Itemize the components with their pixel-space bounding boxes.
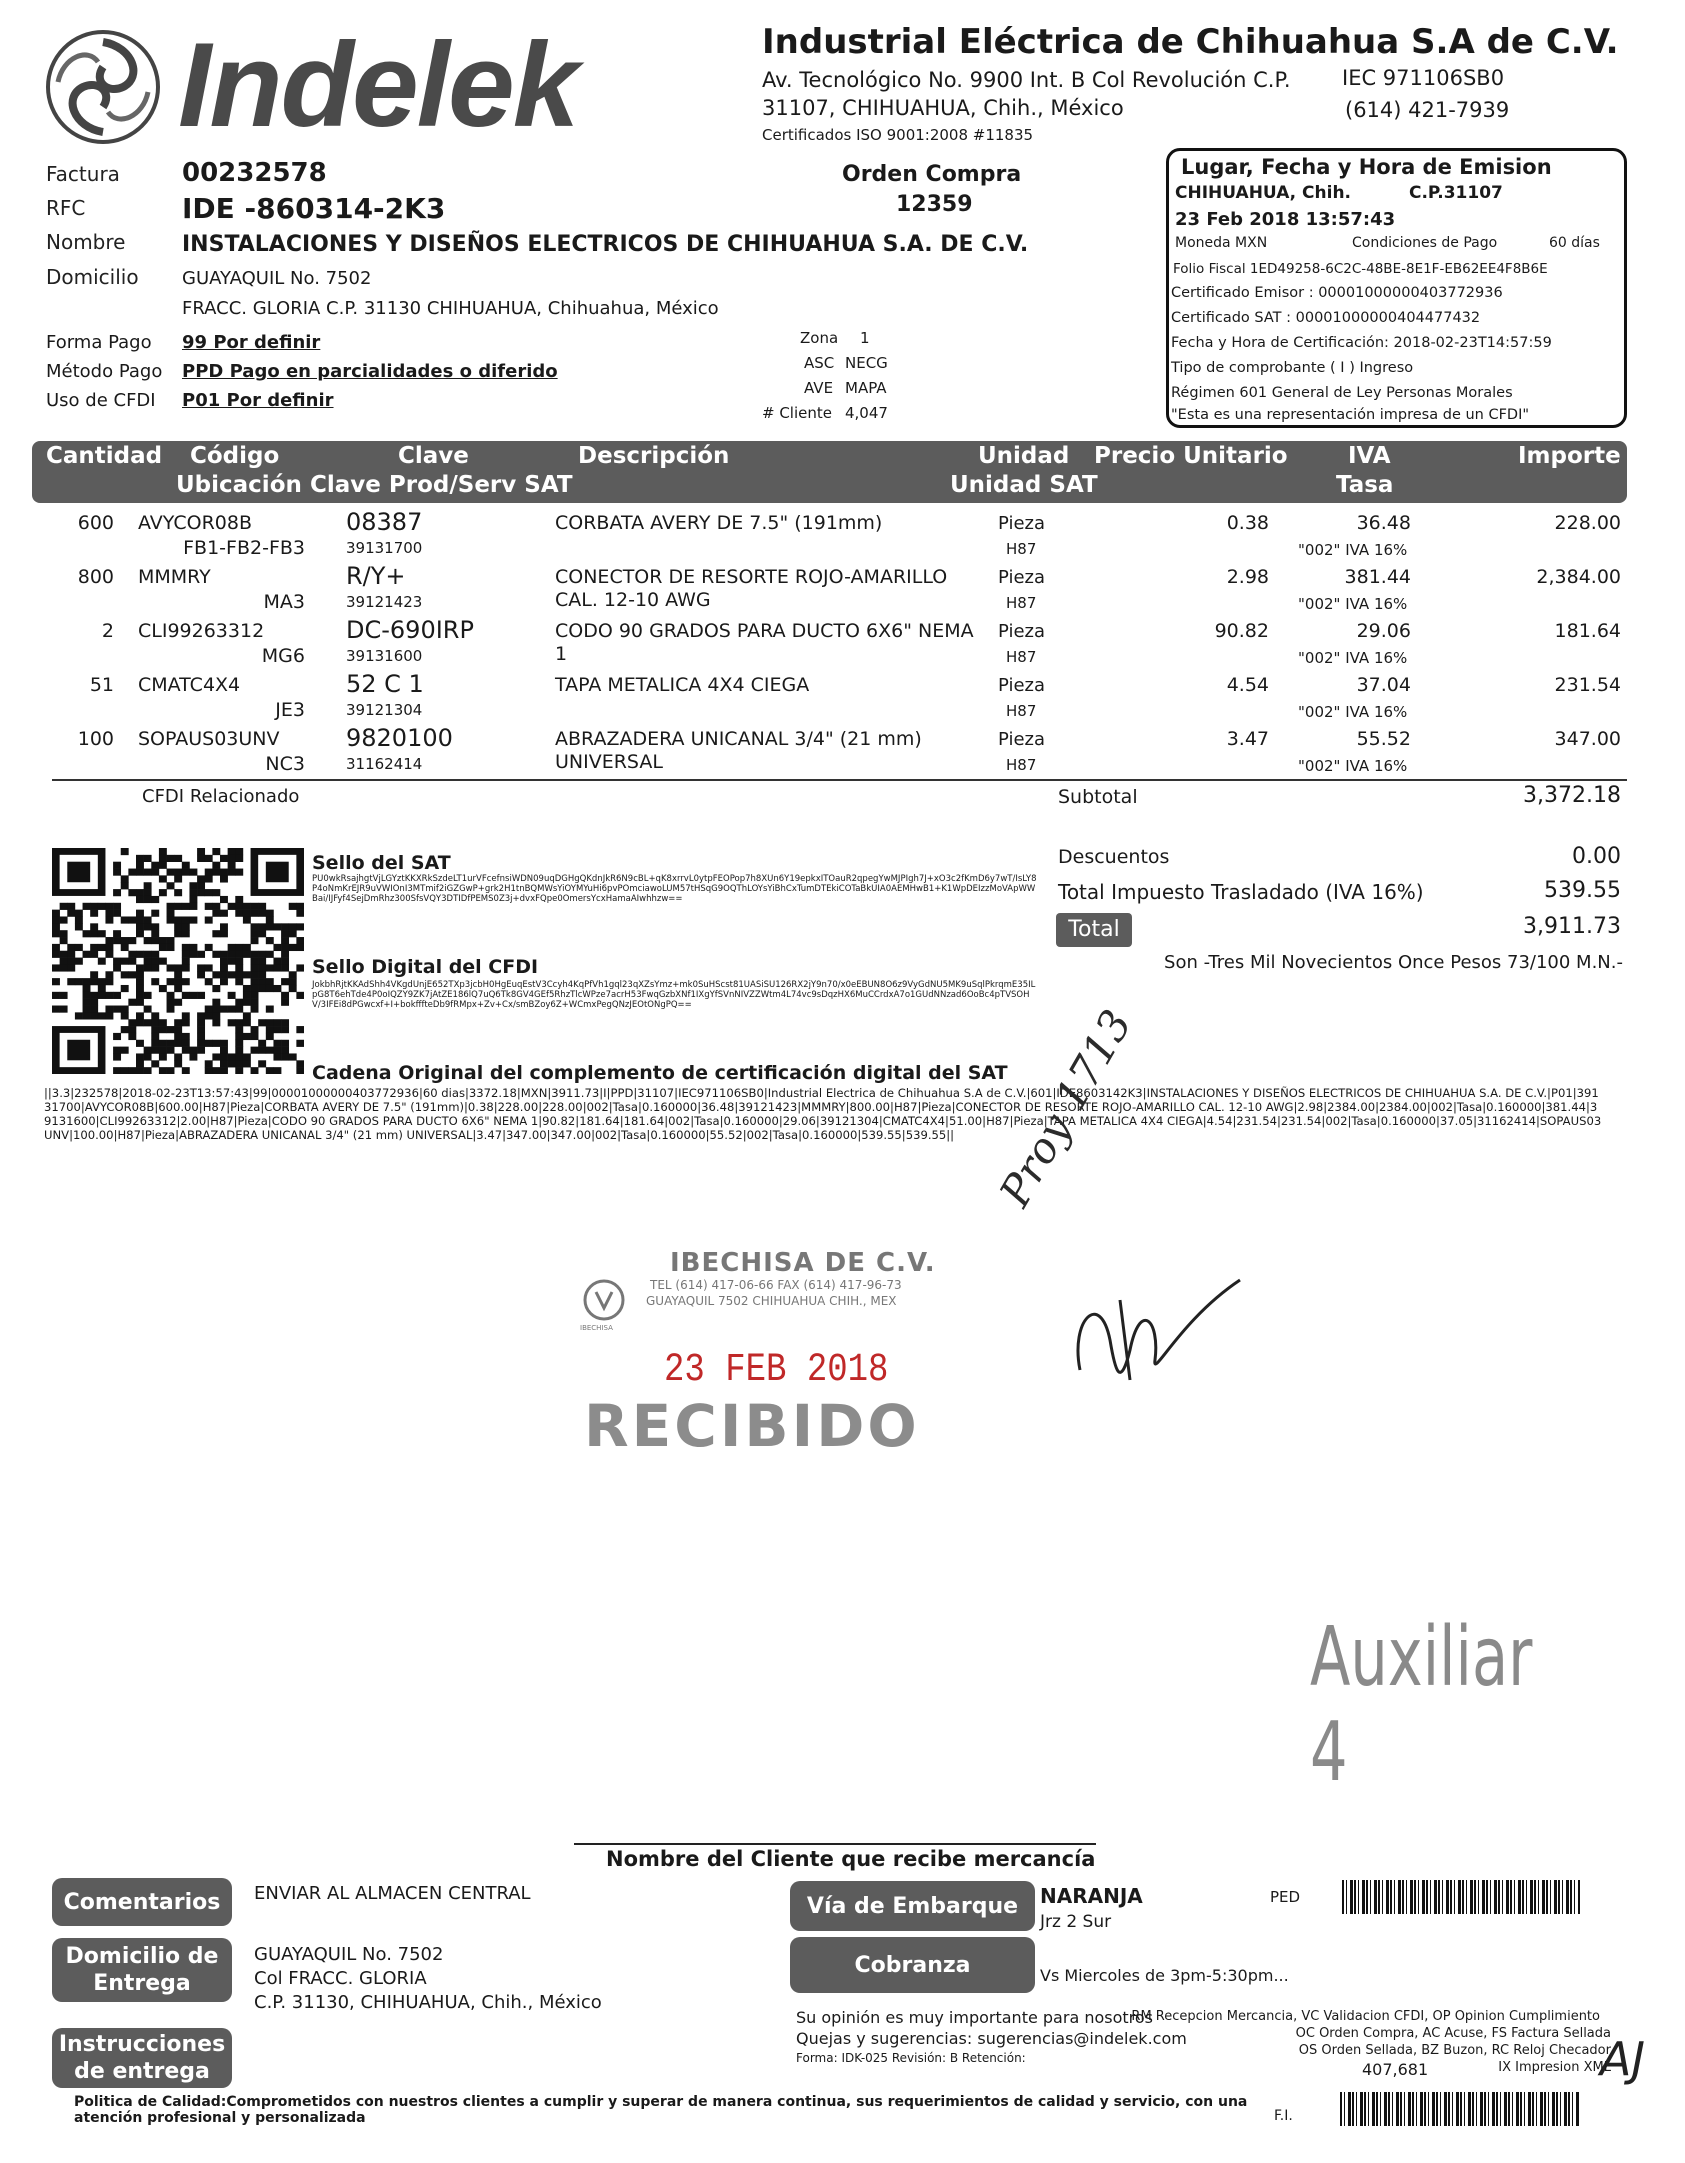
cobranza-value: Vs Miercoles de 3pm-5:30pm... xyxy=(1040,1966,1289,1985)
impuesto-value: 539.55 xyxy=(1544,878,1621,903)
header-ubicacion: Ubicación xyxy=(176,472,302,498)
cell-clave-sat: 39121423 xyxy=(346,593,423,611)
folio-fiscal: Folio Fiscal 1ED49258-6C2C-48BE-8E1F-EB62EE4F8B6E xyxy=(1173,261,1548,277)
orden-compra-value: 12359 xyxy=(896,192,973,217)
auxiliar-note: Auxiliar 4 xyxy=(1310,1610,1533,1800)
via-embarque-value: NARANJA xyxy=(1040,1884,1143,1908)
company-address-2: 31107, CHIHUAHUA, Chih., México xyxy=(762,96,1124,120)
header-unidad: Unidad xyxy=(978,443,1070,469)
table-row xyxy=(0,564,1685,618)
cell-clave-sat: 39131600 xyxy=(346,647,423,665)
cell-importe: 347.00 xyxy=(1554,728,1621,750)
header-unidad-sat: Unidad SAT xyxy=(950,472,1098,498)
company-phone: (614) 421-7939 xyxy=(1345,98,1510,122)
nombre-label: Nombre xyxy=(46,230,126,254)
rfc-label: RFC xyxy=(46,196,86,220)
descuentos-value: 0.00 xyxy=(1572,844,1621,869)
logo-swirl-icon xyxy=(38,22,168,152)
legend-3: OS Orden Sellada, BZ Buzon, RC Reloj Checador xyxy=(1298,2043,1611,2058)
moneda: Moneda MXN xyxy=(1175,235,1268,251)
cell-clave-sat: 39121304 xyxy=(346,701,423,719)
table-row xyxy=(0,510,1685,564)
cell-codigo: SOPAUS03UNV xyxy=(138,728,280,750)
fi-barcode xyxy=(1340,2092,1580,2126)
cell-cantidad: 600 xyxy=(77,512,114,534)
stamp-contact: TEL (614) 417-06-66 FAX (614) 417-96-73 xyxy=(650,1278,902,1292)
cell-unidad: Pieza xyxy=(998,729,1046,750)
cell-precio: 4.54 xyxy=(1226,674,1269,696)
cell-clave: 9820100 xyxy=(346,724,453,752)
via-embarque-label: Vía de Embarque xyxy=(790,1881,1035,1931)
cadena-title: Cadena Original del complemento de certificación digital del SAT xyxy=(312,1062,1008,1084)
cell-codigo: CMATC4X4 xyxy=(138,674,241,696)
cell-clave: R/Y+ xyxy=(346,562,406,590)
domicilio-entrega-2: Col FRACC. GLORIA xyxy=(254,1968,427,1989)
fi-label: F.I. xyxy=(1274,2108,1293,2124)
opinion-text: Su opinión es muy importante para nosotros xyxy=(796,2008,1154,2027)
cell-ubicacion: JE3 xyxy=(275,699,305,721)
cell-unidad-sat: H87 xyxy=(1006,756,1037,774)
forma-text: Forma: IDK-025 Revisión: B Retención: xyxy=(796,2051,1026,2065)
header-clave: Clave xyxy=(398,443,469,469)
table-row xyxy=(0,618,1685,672)
cell-clave-sat: 31162414 xyxy=(346,755,423,773)
initials: AJ xyxy=(1600,2032,1646,2086)
footer-number: 407,681 xyxy=(1362,2060,1429,2079)
cell-cantidad: 2 xyxy=(101,620,114,642)
cell-unidad: Pieza xyxy=(998,567,1046,588)
emision-title: Lugar, Fecha y Hora de Emision xyxy=(1181,155,1552,179)
cell-desc: TAPA METALICA 4X4 CIEGA xyxy=(555,674,810,696)
nombre-value: INSTALACIONES Y DISEÑOS ELECTRICOS DE CHIHUAHUA S.A. DE C.V. xyxy=(182,232,1029,257)
cell-tasa: "002" IVA 16% xyxy=(1298,649,1408,667)
cell-desc-2: 1 xyxy=(555,643,568,665)
cell-unidad-sat: H87 xyxy=(1006,594,1037,612)
header-descripcion: Descripción xyxy=(578,443,730,469)
cell-importe: 228.00 xyxy=(1554,512,1621,534)
cell-codigo: AVYCOR08B xyxy=(138,512,252,534)
cell-clave-sat: 39131700 xyxy=(346,539,423,557)
forma-pago-value: 99 Por definir xyxy=(182,332,321,353)
cell-unidad: Pieza xyxy=(998,621,1046,642)
sello-sat-text: PU0wkRsajhgtVjLGYztKKXRkSzdeLT1urVFcefnsiWDN09uqDGHgQKdnJkR6N9cBL+qK8xrrvL0ytpFEOPop7h8XUn6Y19epkxITOauR2qpegYwMJPIgh7J+xO3c2fKmD6y7wT/IsLY8P4oNmKrEJR9uVWIOnI3MTmif2iGZGwP+grk2H1tnBQMWsYiOYMYuHi6pvPOmciawoLUM57tHSqG9OQThLOYsYiBhCxTumDTEkiCOTaBkUIA0AEMHwB1+K1WpDEIzzMoVApWWBai/IJFyf4SejDmRhz300SfsVQY3DTIDfPEMS0Z3j+dvxFQpe0OmersYcxHamaAIwhhzw== xyxy=(312,874,1037,904)
cell-unidad: Pieza xyxy=(998,513,1046,534)
cell-iva: 29.06 xyxy=(1356,620,1411,642)
company-logo xyxy=(38,18,658,152)
cell-clave: 52 C 1 xyxy=(346,670,424,698)
cell-unidad-sat: H87 xyxy=(1006,648,1037,666)
domicilio-entrega-1: GUAYAQUIL No. 7502 xyxy=(254,1944,444,1965)
zona-value: 1 xyxy=(860,329,870,347)
table-row xyxy=(0,672,1685,726)
qr-code-graphic xyxy=(52,848,304,1074)
metodo-pago-label: Método Pago xyxy=(46,361,163,382)
cell-precio: 0.38 xyxy=(1226,512,1269,534)
stamp-company: IBECHISA DE C.V. xyxy=(670,1248,936,1278)
stamp-logo-label: IBECHISA xyxy=(580,1324,613,1332)
header-tasa: Tasa xyxy=(1336,472,1394,498)
cell-iva: 37.04 xyxy=(1356,674,1411,696)
emision-date: 23 Feb 2018 13:57:43 xyxy=(1175,209,1396,230)
comentarios-label: Comentarios xyxy=(52,1878,232,1926)
header-importe: Importe xyxy=(1518,443,1621,469)
company-name: Industrial Eléctrica de Chihuahua S.A de C.V. xyxy=(762,22,1619,62)
via-embarque-sub: Jrz 2 Sur xyxy=(1040,1912,1112,1932)
cell-iva: 36.48 xyxy=(1356,512,1411,534)
emision-city: CHIHUAHUA, Chih. xyxy=(1175,183,1352,203)
cell-tasa: "002" IVA 16% xyxy=(1298,703,1408,721)
asc-label: ASC xyxy=(804,354,835,372)
metodo-pago-value: PPD Pago en parcialidades o diferido xyxy=(182,361,558,382)
company-rfc: IEC 971106SB0 xyxy=(1342,66,1505,90)
rfc-value: IDE -860314-2K3 xyxy=(182,192,446,225)
cell-importe: 231.54 xyxy=(1554,674,1621,696)
cert-emisor: Certificado Emisor : 00001000000403772936 xyxy=(1171,285,1503,301)
cliente-recibe-label: Nombre del Cliente que recibe mercancía xyxy=(606,1847,1096,1871)
domicilio-entrega-label: Domicilio de Entrega xyxy=(52,1938,232,2002)
header-cantidad: Cantidad xyxy=(46,443,163,469)
header-precio: Precio Unitario xyxy=(1094,443,1288,469)
cfdi-relacionado: CFDI Relacionado xyxy=(142,786,300,807)
cobranza-label: Cobranza xyxy=(790,1937,1035,1993)
stamp-date: 23 FEB 2018 xyxy=(664,1348,889,1393)
domicilio-line-2: FRACC. GLORIA C.P. 31130 CHIHUAHUA, Chihuahua, México xyxy=(182,298,719,319)
total-value: 3,911.73 xyxy=(1523,914,1621,939)
cell-ubicacion: MG6 xyxy=(261,645,305,667)
cell-desc: ABRAZADERA UNICANAL 3/4" (21 mm) xyxy=(555,728,922,750)
cell-clave: DC-690IRP xyxy=(346,616,474,644)
sello-cfdi-title: Sello Digital del CFDI xyxy=(312,956,539,978)
table-row xyxy=(0,726,1685,780)
cell-desc-2: CAL. 12-10 AWG xyxy=(555,589,711,611)
cell-desc: CODO 90 GRADOS PARA DUCTO 6X6" NEMA xyxy=(555,620,974,642)
politica-text: Politica de Calidad:Comprometidos con nuestros clientes a cumplir y superar de manera continua, sus requerimientos de calidad y servicio, con una atención profesional y personalizada xyxy=(74,2094,1248,2126)
cell-precio: 90.82 xyxy=(1214,620,1269,642)
representacion: "Esta es una representación impresa de un CFDI" xyxy=(1171,407,1530,423)
comentarios-value: ENVIAR AL ALMACEN CENTRAL xyxy=(254,1883,531,1904)
cell-iva: 55.52 xyxy=(1356,728,1411,750)
forma-pago-label: Forma Pago xyxy=(46,332,152,353)
cert-sat: Certificado SAT : 00001000000404477432 xyxy=(1171,310,1481,326)
domicilio-line-1: GUAYAQUIL No. 7502 xyxy=(182,268,372,289)
header-iva: IVA xyxy=(1348,443,1391,469)
domicilio-entrega-3: C.P. 31130, CHIHUAHUA, Chih., México xyxy=(254,1992,602,2013)
cell-unidad-sat: H87 xyxy=(1006,702,1037,720)
quejas-text: Quejas y sugerencias: sugerencias@indelek.com xyxy=(796,2029,1187,2048)
sello-sat-title: Sello del SAT xyxy=(312,852,451,874)
uso-cfdi-value: P01 Por definir xyxy=(182,390,334,411)
impuesto-label: Total Impuesto Trasladado (IVA 16%) xyxy=(1058,880,1424,904)
condiciones-pago: Condiciones de Pago xyxy=(1352,235,1498,251)
fecha-certificacion: Fecha y Hora de Certificación: 2018-02-23T14:57:59 xyxy=(1171,335,1552,351)
asc-value: NECG xyxy=(845,354,888,372)
sello-cfdi-text: JokbhRjtKKAdShh4VKgdUnjE652TXp3jcbH0HgEuqEstV3Ccyh4KqPfVh1gql23qXZsYmz+mk0SuHScst81UASiSU126RX2jY9n70/x0eEBUN8O6z9VyGdNU5MK9uSqlPkrqmE35ILpG8T6ehTde4P0oIQZY9ZK7jAtZE186lQ7uQ6Tk8GV4GEf5RhzTlcWPze7acrH53FwqGzbXNf1IXgYfSVnNIVZZWtm4L74vc9sDqzHX6MuCCrdxA7o1GUdNNzad6OoBc4pTVSOHV/3IFEi8dPGwcxf+I+bokfffteDb9fRMpx+Zv+Cx/smBZoy6Z+WCmxPegQNzJEOtONgPQ== xyxy=(312,980,1036,1010)
header-codigo: Código xyxy=(190,443,280,469)
handwritten-note: Proy 1713 xyxy=(990,1001,1142,1215)
domicilio-label: Domicilio xyxy=(46,265,139,289)
cell-desc: CONECTOR DE RESORTE ROJO-AMARILLO xyxy=(555,566,948,588)
legend-2: OC Orden Compra, AC Acuse, FS Factura Sellada xyxy=(1295,2026,1611,2041)
descuentos-label: Descuentos xyxy=(1058,846,1170,868)
header-clave-prod: Clave Prod/Serv SAT xyxy=(310,472,573,498)
cell-precio: 3.47 xyxy=(1226,728,1269,750)
qr-code xyxy=(52,848,304,1074)
cell-cantidad: 800 xyxy=(77,566,114,588)
regimen: Régimen 601 General de Ley Personas Morales xyxy=(1171,385,1513,401)
cell-importe: 181.64 xyxy=(1554,620,1621,642)
stamp-recibido: RECIBIDO xyxy=(584,1392,920,1460)
factura-label: Factura xyxy=(46,162,120,186)
cell-iva: 381.44 xyxy=(1344,566,1411,588)
received-stamp xyxy=(580,1240,960,1480)
table-divider xyxy=(52,779,1627,781)
subtotal-value: 3,372.18 xyxy=(1523,783,1621,808)
cell-cantidad: 51 xyxy=(89,674,114,696)
legend-4: IX Impresion XML xyxy=(1498,2060,1611,2075)
cell-cantidad: 100 xyxy=(77,728,114,750)
cell-clave: 08387 xyxy=(346,508,423,536)
cell-importe: 2,384.00 xyxy=(1536,566,1621,588)
cell-codigo: CLI99263312 xyxy=(138,620,265,642)
cell-unidad: Pieza xyxy=(998,675,1046,696)
cadena-text: ||3.3|232578|2018-02-23T13:57:43|99|00001000000403772936|60 dias|3372.18|MXN|3911.73|I|PPD|31107|IEC971106SB0|Industrial Electrica de Chihuahua S.A de C.V.|601|IDE8603142K3|INSTALACIONES Y DISEÑOS ELECTRICOS DE CHIHUAHUA S.A. DE C.V.|P01|39131700|AVYCOR08B|600.00|H87|Pieza|CORBATA AVERY DE 7.5" (191mm)|0.38|228.00|228.00|002|Tasa|0.160000|36.48|39121423|MMMRY|800.00|H87|Pieza|CONECTOR DE RESORTE ROJO-AMARILLO CAL. 12-10 AWG|2.98|2384.00|2384.00|002|Tasa|0.160000|381.44|39131600|CLI99263312|2.00|H87|Pieza|CODO 90 GRADOS PARA DUCTO 6X6" NEMA 1|90.82|181.64|181.64|002|Tasa|0.160000|29.06|39121304|CMATC4X4|51.00|H87|Pieza|TAPA METALICA 4X4 CIEGA|4.54|231.54|231.54|002|Tasa|0.160000|37.05|31162414|SOPAUS03UNV|100.00|H87|Pieza|ABRAZADERA UNICANAL 3/4" (21 mm) UNIVERSAL|3.47|347.00|347.00|002|Tasa|0.160000|55.52|002|Tasa|0.160000|539.55|539.55|| xyxy=(44,1086,1602,1142)
cell-ubicacion: MA3 xyxy=(263,591,305,613)
legend-1: RM Recepcion Mercancia, VC Validacion CFDI, OP Opinion Cumplimiento xyxy=(1131,2009,1600,2024)
stamp-address: GUAYAQUIL 7502 CHIHUAHUA CHIH., MEX xyxy=(646,1294,897,1308)
instrucciones-label: Instrucciones de entrega xyxy=(52,2028,232,2088)
company-cert: Certificados ISO 9001:2008 #11835 xyxy=(762,126,1034,144)
cell-tasa: "002" IVA 16% xyxy=(1298,757,1408,775)
zona-label: Zona xyxy=(800,329,839,347)
stamp-logo-icon xyxy=(582,1278,626,1322)
cell-tasa: "002" IVA 16% xyxy=(1298,595,1408,613)
subtotal-label: Subtotal xyxy=(1058,786,1138,808)
total-letra: Son -Tres Mil Novecientos Once Pesos 73/100 M.N.- xyxy=(1164,952,1623,973)
emision-cp: C.P.31107 xyxy=(1409,183,1503,203)
cell-desc-2: UNIVERSAL xyxy=(555,751,663,773)
ave-value: MAPA xyxy=(845,379,887,397)
cell-tasa: "002" IVA 16% xyxy=(1298,541,1408,559)
factura-number: 00232578 xyxy=(182,158,327,188)
signature xyxy=(1060,1260,1260,1400)
ave-label: AVE xyxy=(804,379,834,397)
orden-compra-label: Orden Compra xyxy=(842,162,1022,187)
cell-desc: CORBATA AVERY DE 7.5" (191mm) xyxy=(555,512,883,534)
cell-ubicacion: FB1-FB2-FB3 xyxy=(183,537,305,559)
company-address-1: Av. Tecnológico No. 9900 Int. B Col Revolución C.P. xyxy=(762,68,1291,92)
tipo-comprobante: Tipo de comprobante ( I ) Ingreso xyxy=(1171,360,1414,376)
cell-codigo: MMMRY xyxy=(138,566,211,588)
signature-line xyxy=(574,1843,1096,1845)
cliente-label: # Cliente xyxy=(762,404,832,422)
total-label: Total xyxy=(1056,913,1132,947)
cell-precio: 2.98 xyxy=(1226,566,1269,588)
uso-cfdi-label: Uso de CFDI xyxy=(46,390,156,411)
cliente-value: 4,047 xyxy=(845,404,888,422)
emision-box xyxy=(1166,148,1627,428)
ped-label: PED xyxy=(1270,1888,1301,1906)
table-header xyxy=(32,441,1627,503)
cell-unidad-sat: H87 xyxy=(1006,540,1037,558)
ped-barcode xyxy=(1342,1880,1580,1914)
cell-ubicacion: NC3 xyxy=(265,753,305,775)
logo-text: Indelek xyxy=(178,18,578,152)
dias: 60 días xyxy=(1549,235,1600,251)
